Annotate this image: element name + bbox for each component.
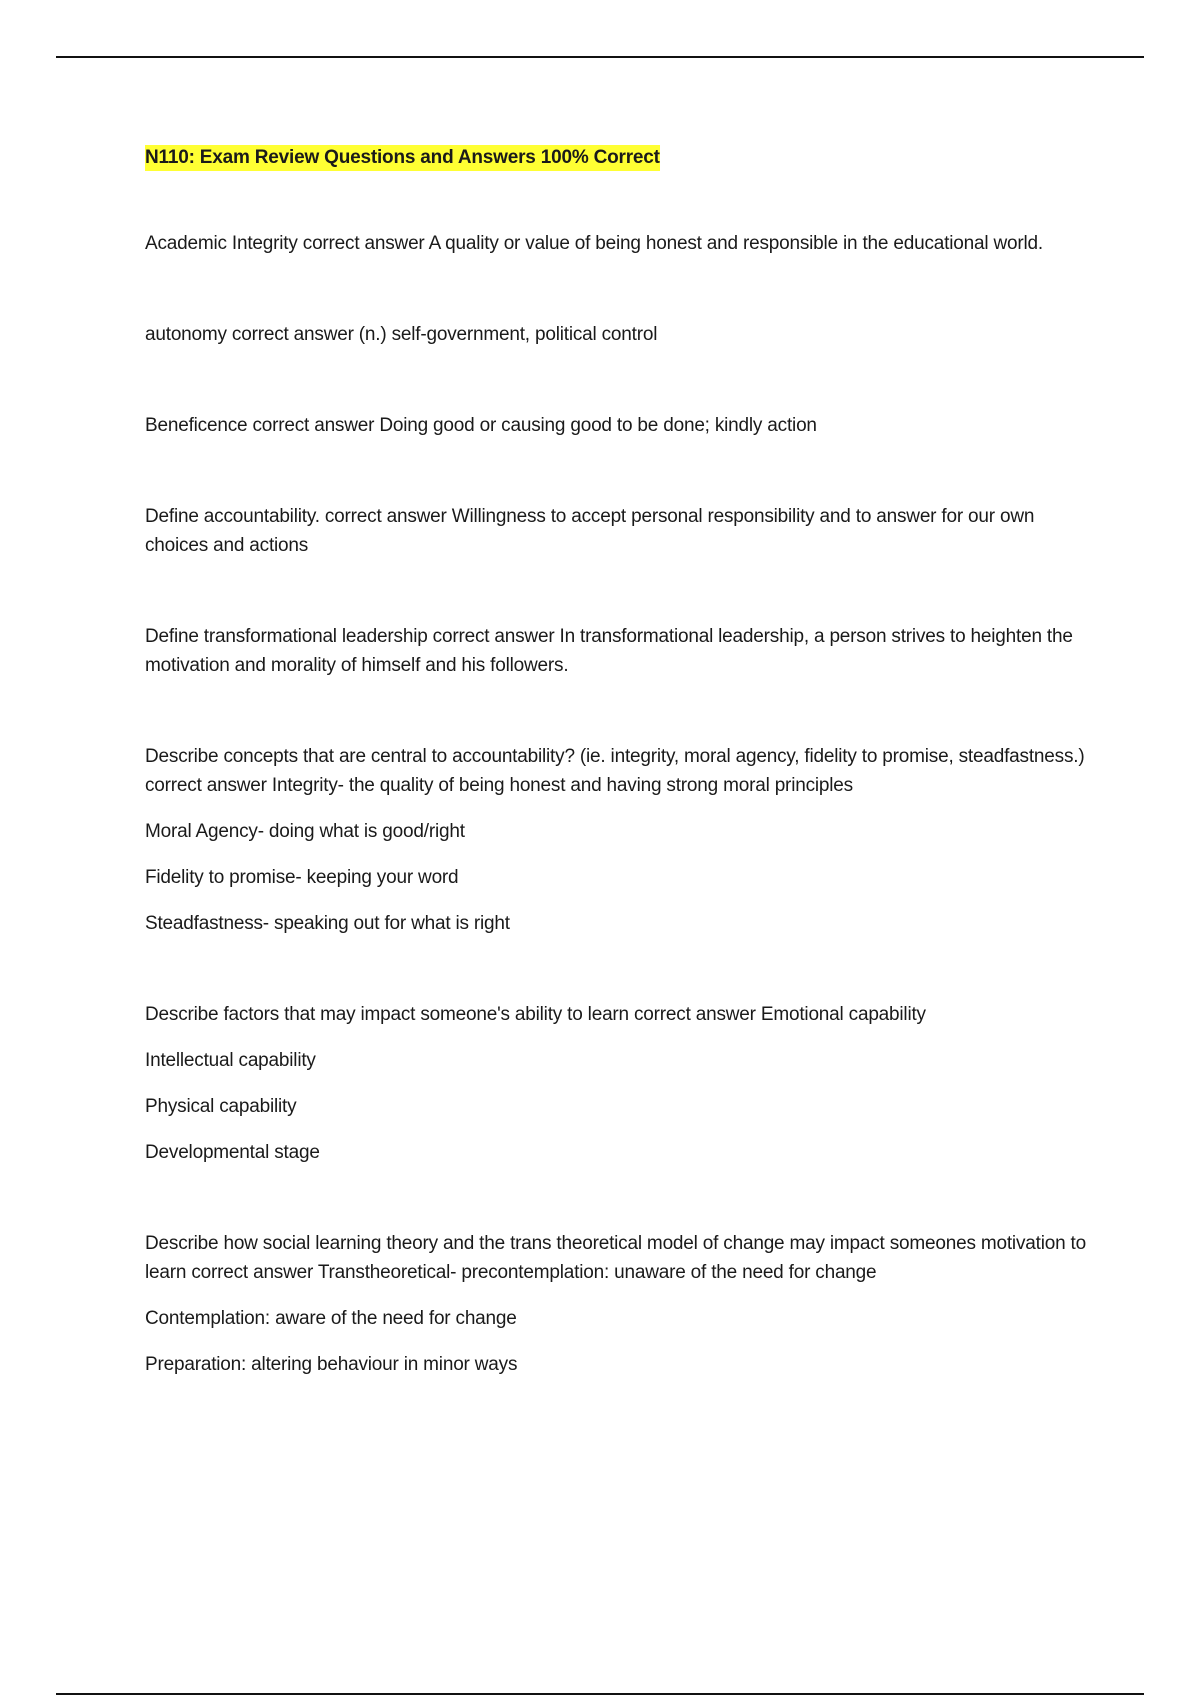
qa-answer-line: Preparation: altering behaviour in minor ways <box>145 1354 518 1375</box>
qa-entry <box>145 502 1095 560</box>
qa-entry <box>145 411 1095 440</box>
qa-answer-line: Moral Agency- doing what is good/right <box>145 821 465 842</box>
qa-text: Describe how social learning theory and the trans theoretical model of change may impact someones motivation to learn correct answer Transtheoretical- precontemplation: unaware of the need for change <box>145 1233 1086 1283</box>
title-container <box>145 145 1095 175</box>
qa-text: Describe factors that may impact someone's ability to learn correct answer Emotional capability <box>145 1004 926 1025</box>
header-rule <box>56 56 1144 58</box>
qa-entry <box>145 742 1095 938</box>
qa-answer-line: Steadfastness- speaking out for what is right <box>145 913 510 934</box>
qa-text: Beneficence correct answer Doing good or causing good to be done; kindly action <box>145 415 817 436</box>
document-title: N110: Exam Review Questions and Answers 100% Correct <box>145 145 660 171</box>
qa-text: Define transformational leadership correct answer In transformational leadership, a person strives to heighten the motivation and morality of himself and his followers. <box>145 626 1073 676</box>
qa-text: autonomy correct answer (n.) self-government, political control <box>145 324 658 345</box>
qa-entry <box>145 320 1095 349</box>
qa-entry <box>145 1229 1095 1379</box>
qa-entry <box>145 1000 1095 1167</box>
qa-text: Academic Integrity correct answer A quality or value of being honest and responsible in the educational world. <box>145 233 1043 254</box>
qa-text: Describe concepts that are central to accountability? (ie. integrity, moral agency, fidelity to promise, steadfastness.) correct answer Integrity- the quality of being honest and having strong moral principles <box>145 746 1085 796</box>
qa-entry <box>145 622 1095 680</box>
qa-answer-line: Intellectual capability <box>145 1050 316 1071</box>
footer-rule <box>56 1693 1144 1695</box>
qa-entry <box>145 229 1095 258</box>
qa-text: Define accountability. correct answer Willingness to accept personal responsibility and to answer for our own choices and actions <box>145 506 1035 556</box>
document-page <box>145 145 1095 1441</box>
qa-answer-line: Physical capability <box>145 1096 297 1117</box>
qa-answer-line: Developmental stage <box>145 1142 320 1163</box>
qa-answer-line: Contemplation: aware of the need for change <box>145 1308 517 1329</box>
qa-answer-line: Fidelity to promise- keeping your word <box>145 867 459 888</box>
